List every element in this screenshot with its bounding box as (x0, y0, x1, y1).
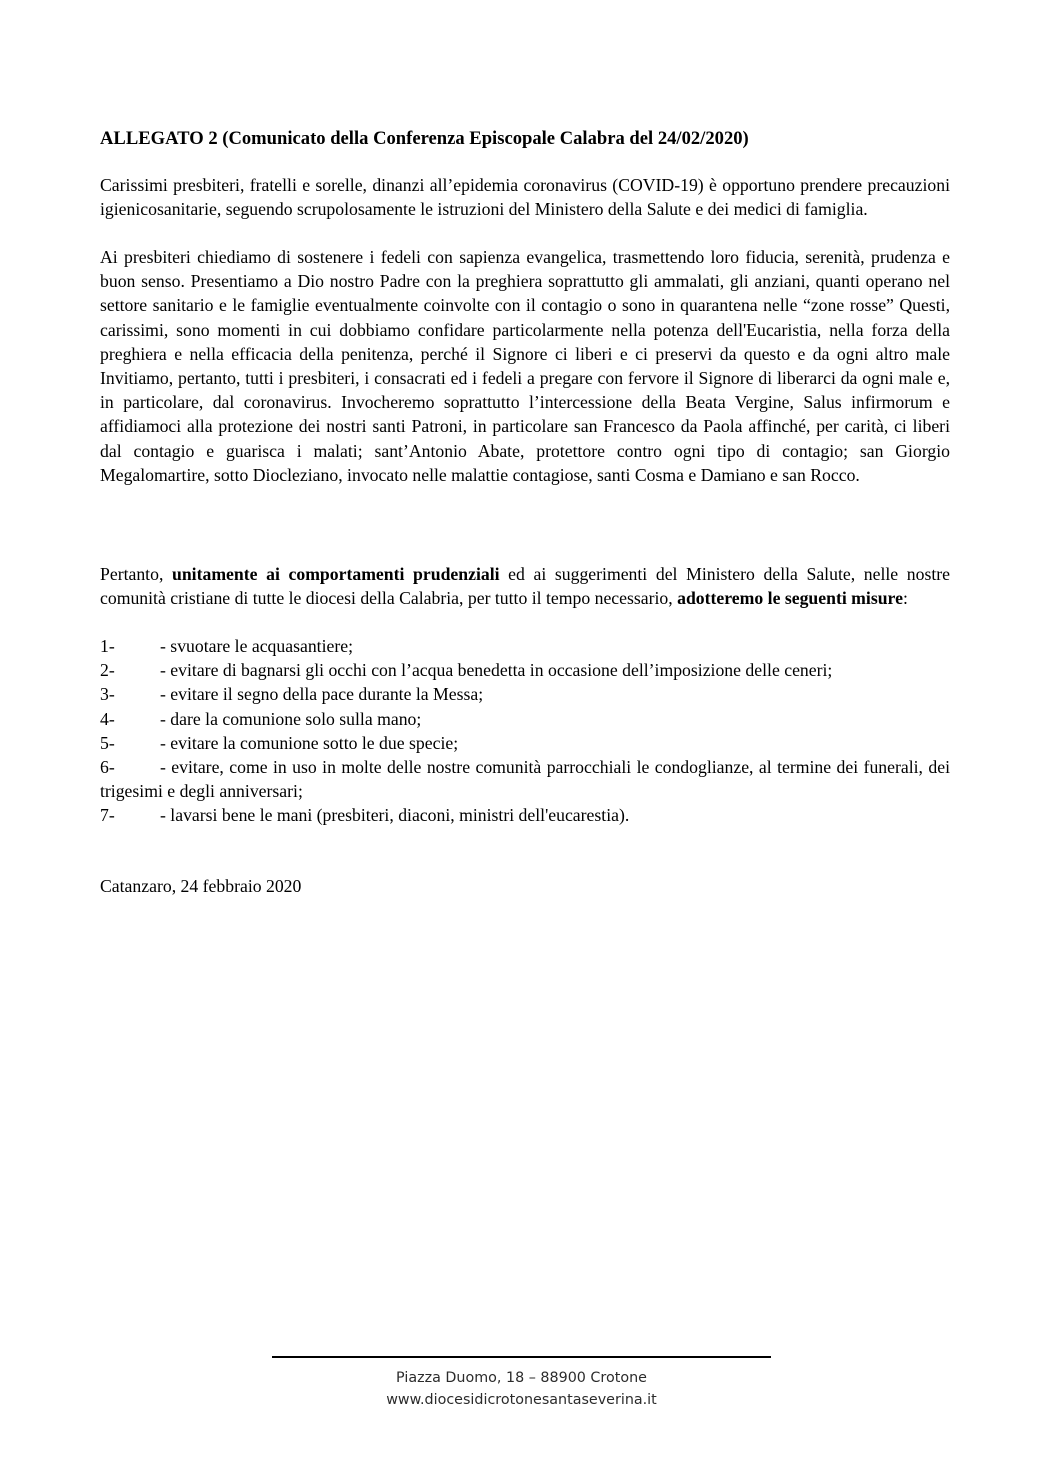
measure-item (100, 731, 950, 755)
measure-number: 5- (100, 732, 115, 753)
footer-divider (272, 1356, 771, 1358)
measure-text: - evitare di bagnarsi gli occhi con l’acqua benedetta in occasione dell’imposizione delle ceneri; (160, 660, 833, 681)
measure-number: 2- (100, 660, 115, 681)
paragraph-measures-intro-text-3: : (902, 588, 908, 609)
place-and-date: Catanzaro, 24 febbraio 2020 (100, 876, 302, 896)
document-title: ALLEGATO 2 (Comunicato della Conferenza Episcopale Calabra del 24/02/2020) (100, 128, 749, 149)
paragraph-measures-intro-text-1: Pertanto, (100, 564, 172, 584)
measure-item (100, 682, 950, 706)
footer (272, 1367, 771, 1411)
bold-following-measures: adotteremo le seguenti misure (677, 588, 903, 609)
measure-text: - evitare, come in uso in molte delle nostre comunità parrocchiali le condoglianze, al termine dei funerali, dei trigesimi e degli anniversari; (100, 757, 950, 802)
measure-number: 4- (100, 708, 115, 729)
measure-text: - lavarsi bene le mani (presbiteri, diaconi, ministri dell'eucarestia). (160, 805, 630, 826)
measure-number: 1- (100, 636, 115, 656)
paragraph-intro: Carissimi presbiteri, fratelli e sorelle, dinanzi all’epidemia coronavirus (COVID-19) è opportuno prendere precauzioni igienicosanitarie, seguendo scrupolosamente le istruzioni del Ministero della Salute e dei medici di famiglia. (100, 175, 950, 220)
paragraph-measures-intro (100, 562, 950, 610)
measure-number: 7- (100, 805, 115, 826)
measure-number: 6- (100, 757, 115, 778)
measure-text: - evitare la comunione sotto le due specie; (160, 732, 459, 753)
measure-item (100, 707, 950, 731)
paragraph-prayer: Ai presbiteri chiediamo di sostenere i fedeli con sapienza evangelica, trasmettendo loro fiducia, serenità, prudenza e buon senso. Presentiamo a Dio nostro Padre con la preghiera soprattutto gli ammalati, gli anziani, quanti operano nel settore sanitario e le famiglie eventualmente coinvolte con il contagio o sono in quarantena nelle “zone rosse” Questi, carissimi, sono momenti in cui dobbiamo confidare particolarmente nella potenza dell'Eucaristia, nella forza della preghiera e nella efficacia della penitenza, perché il Signore ci liberi e ci preservi da questo e da ogni altro male Invitiamo, pertanto, tutti i presbiteri, i consacrati ed i fedeli a pregare con fervore il Signore di liberarci da ogni male e, in particolare, dal coronavirus. Invocheremo soprattutto l’intercessione della Beata Vergine, Salus infirmorum e affidiamoci alla protezione dei nostri santi Patroni, in particolare san Francesco da Paola affinché, per carità, ci liberi dal contagio e guarisca i malati; sant’Antonio Abate, protettore contro ogni tipo di contagio; san Giorgio Megalomartire, sotto Diocleziano, invocato nelle malattie contagiose, santi Cosma e Damiano e san Rocco. (100, 247, 950, 485)
measures-list (100, 634, 950, 828)
measure-number: 3- (100, 684, 115, 705)
measure-text: - svuotare le acquasantiere; (160, 636, 353, 656)
footer-address: Piazza Duomo, 18 – 88900 Crotone (396, 1370, 647, 1386)
measure-text: - evitare il segno della pace durante la Messa; (160, 684, 484, 705)
bold-prudential-behaviours: unitamente ai comportamenti prudenziali (172, 564, 500, 584)
paragraph-measures-intro-text-2: ed ai suggerimenti del Ministero della Salute, nelle nostre comunità cristiane di tutte le diocesi della Calabria, per tutto il tempo necessario, (100, 564, 950, 609)
measure-text: - dare la comunione solo sulla mano; (160, 708, 422, 729)
footer-website-link[interactable]: www.diocesidicrotonesantaseverina.it (386, 1392, 657, 1408)
measure-item (100, 803, 950, 827)
measure-item (100, 755, 950, 803)
measure-item (100, 658, 950, 682)
measure-item (100, 634, 950, 658)
